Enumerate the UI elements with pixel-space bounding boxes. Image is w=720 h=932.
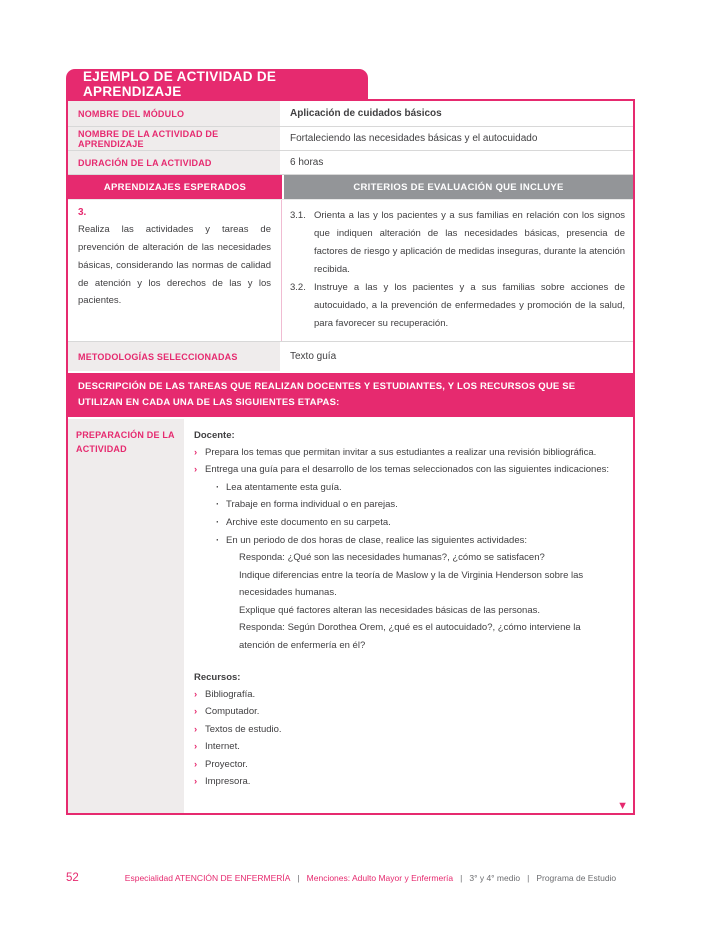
duration-label: DURACIÓN DE LA ACTIVIDAD	[68, 151, 282, 174]
list-item	[216, 479, 627, 497]
chevron-bullet-icon: ›	[194, 741, 198, 753]
activity-instruction: Indique diferencias entre la teoría de Maslow y la de Virginia Henderson sobre las necesidades humanas.	[239, 569, 584, 599]
chevron-bullet-icon: ›	[194, 464, 198, 476]
preparation-content	[184, 419, 633, 813]
table-row-module-name	[68, 101, 633, 127]
table-row-activity-name	[68, 127, 633, 151]
list-item-text: Trabaje en forma individual o en parejas.	[226, 499, 398, 511]
chevron-bullet-icon: ›	[194, 723, 198, 735]
learning-text: Realiza las actividades y tareas de prevención de alteración de las necesidades básicas, considerando las normas de calidad de atención y los derechos de las y los pacientes.	[78, 224, 271, 307]
list-item	[216, 496, 627, 514]
list-item	[216, 514, 627, 532]
criterion-text: Orienta a las y los pacientes y a sus familias en relación con los signos que indiquen alteración de las necesidades básicas, presencia de factores de riesgo y aplicación de medidas inseguras, durante la atención recibida.	[314, 210, 625, 276]
list-item	[194, 738, 627, 756]
footer-separator: |	[460, 873, 463, 883]
footer-grade-level: 3° y 4° medio	[469, 873, 521, 883]
list-item	[194, 686, 627, 704]
teacher-heading: Docente:	[194, 429, 235, 441]
footer-program-name: Programa de Estudio	[536, 873, 617, 883]
duration-value: 6 horas	[290, 157, 324, 168]
criteria-cell	[282, 200, 633, 341]
list-item	[194, 756, 627, 774]
list-item-text: Prepara los temas que permitan invitar a sus estudiantes a realizar una revisión bibliográfica.	[205, 446, 597, 458]
resources-block	[194, 669, 627, 791]
page-title: EJEMPLO DE ACTIVIDAD DE APRENDIZAJE	[83, 69, 277, 99]
activity-table	[66, 99, 635, 815]
preparation-section	[68, 419, 633, 813]
activity-document	[66, 69, 635, 815]
resources-list	[194, 686, 627, 791]
chevron-bullet-icon: ›	[194, 706, 198, 718]
list-item-text: Lea atentamente esta guía.	[226, 481, 342, 493]
dot-bullet-icon: ·	[216, 517, 220, 529]
footer-specialty: Especialidad ATENCIÓN DE ENFERMERÍA	[124, 873, 291, 883]
chevron-bullet-icon: ›	[194, 758, 198, 770]
chevron-bullet-icon: ›	[194, 688, 198, 700]
list-item	[194, 444, 627, 462]
page-number: 52	[66, 872, 79, 884]
list-item	[194, 773, 627, 791]
tasks-description-banner: DESCRIPCIÓN DE LAS TAREAS QUE REALIZAN DOCENTES Y ESTUDIANTES, Y LOS RECURSOS QUE SE UTILIZAN EN CADA UNA DE LAS SIGUIENTES ETAPAS:	[68, 371, 633, 418]
list-item-text: Impresora.	[205, 776, 251, 788]
expected-learnings-header: APRENDIZAJES ESPERADOS	[68, 175, 284, 199]
table-row-methodologies	[68, 342, 633, 371]
list-item	[216, 532, 627, 550]
criterion-number: 3.1.	[290, 210, 306, 221]
resources-heading: Recursos:	[194, 671, 241, 683]
methodologies-label: METODOLOGÍAS SELECCIONADAS	[68, 342, 282, 371]
preparation-label: PREPARACIÓN DE LA ACTIVIDAD	[68, 419, 184, 813]
expected-learning-cell	[68, 200, 282, 341]
teacher-task-list	[194, 444, 627, 549]
module-name-value: Aplicación de cuidados básicos	[290, 108, 442, 119]
table-row-duration	[68, 151, 633, 175]
dot-bullet-icon: ·	[216, 499, 220, 511]
list-item-text: Entrega una guía para el desarrollo de los temas seleccionados con las siguientes indicaciones:	[205, 464, 609, 476]
list-item-text: Textos de estudio.	[205, 723, 282, 735]
criterion-text: Instruye a las y los pacientes y a sus familias sobre acciones de autocuidado, a la prevención de enfermedades y promoción de la salud, para favorecer su recuperación.	[314, 282, 625, 330]
list-item	[194, 461, 627, 479]
list-item-text: En un periodo de dos horas de clase, realice las siguientes actividades:	[226, 534, 528, 546]
footer-mentions: Menciones: Adulto Mayor y Enfermería	[306, 873, 454, 883]
list-item-text: Bibliografía.	[205, 688, 256, 700]
activity-instruction: Explique qué factores alteran las necesidades básicas de las personas.	[239, 604, 541, 616]
page-title-tab	[66, 69, 368, 99]
learnings-criteria-row	[68, 200, 633, 342]
list-item	[194, 703, 627, 721]
list-item-text: Archive este documento en su carpeta.	[226, 517, 391, 529]
list-item-text: Internet.	[205, 741, 240, 753]
activity-instruction: Responda: ¿Qué son las necesidades humanas?, ¿cómo se satisfacen?	[239, 552, 545, 564]
evaluation-criteria-header: CRITERIOS DE EVALUACIÓN QUE INCLUYE	[284, 175, 633, 199]
learning-number: 3.	[78, 207, 87, 218]
criterion-item	[290, 207, 625, 279]
methodologies-value: Texto guía	[290, 351, 337, 363]
activity-name-value: Fortaleciendo las necesidades básicas y el autocuidado	[290, 133, 538, 144]
page-footer	[66, 872, 666, 884]
activity-name-label: NOMBRE DE LA ACTIVIDAD DE APRENDIZAJE	[68, 127, 282, 150]
dot-bullet-icon: ·	[216, 534, 220, 546]
chevron-bullet-icon: ›	[194, 776, 198, 788]
footer-separator: |	[297, 873, 300, 883]
footer-separator: |	[527, 873, 530, 883]
continuation-triangle-icon: ▼	[617, 800, 628, 813]
list-item-text: Proyector.	[205, 758, 248, 770]
activity-instruction: Responda: Según Dorothea Orem, ¿qué es el autocuidado?, ¿cómo interviene la atención de enfermería en él?	[239, 622, 581, 651]
list-item-text: Computador.	[205, 706, 260, 718]
chevron-bullet-icon: ›	[194, 446, 198, 458]
list-item	[194, 721, 627, 739]
module-name-label: NOMBRE DEL MÓDULO	[68, 101, 282, 126]
criterion-item	[290, 279, 625, 333]
dot-bullet-icon: ·	[216, 481, 220, 493]
table-header-row	[68, 175, 633, 200]
criterion-number: 3.2.	[290, 282, 306, 294]
